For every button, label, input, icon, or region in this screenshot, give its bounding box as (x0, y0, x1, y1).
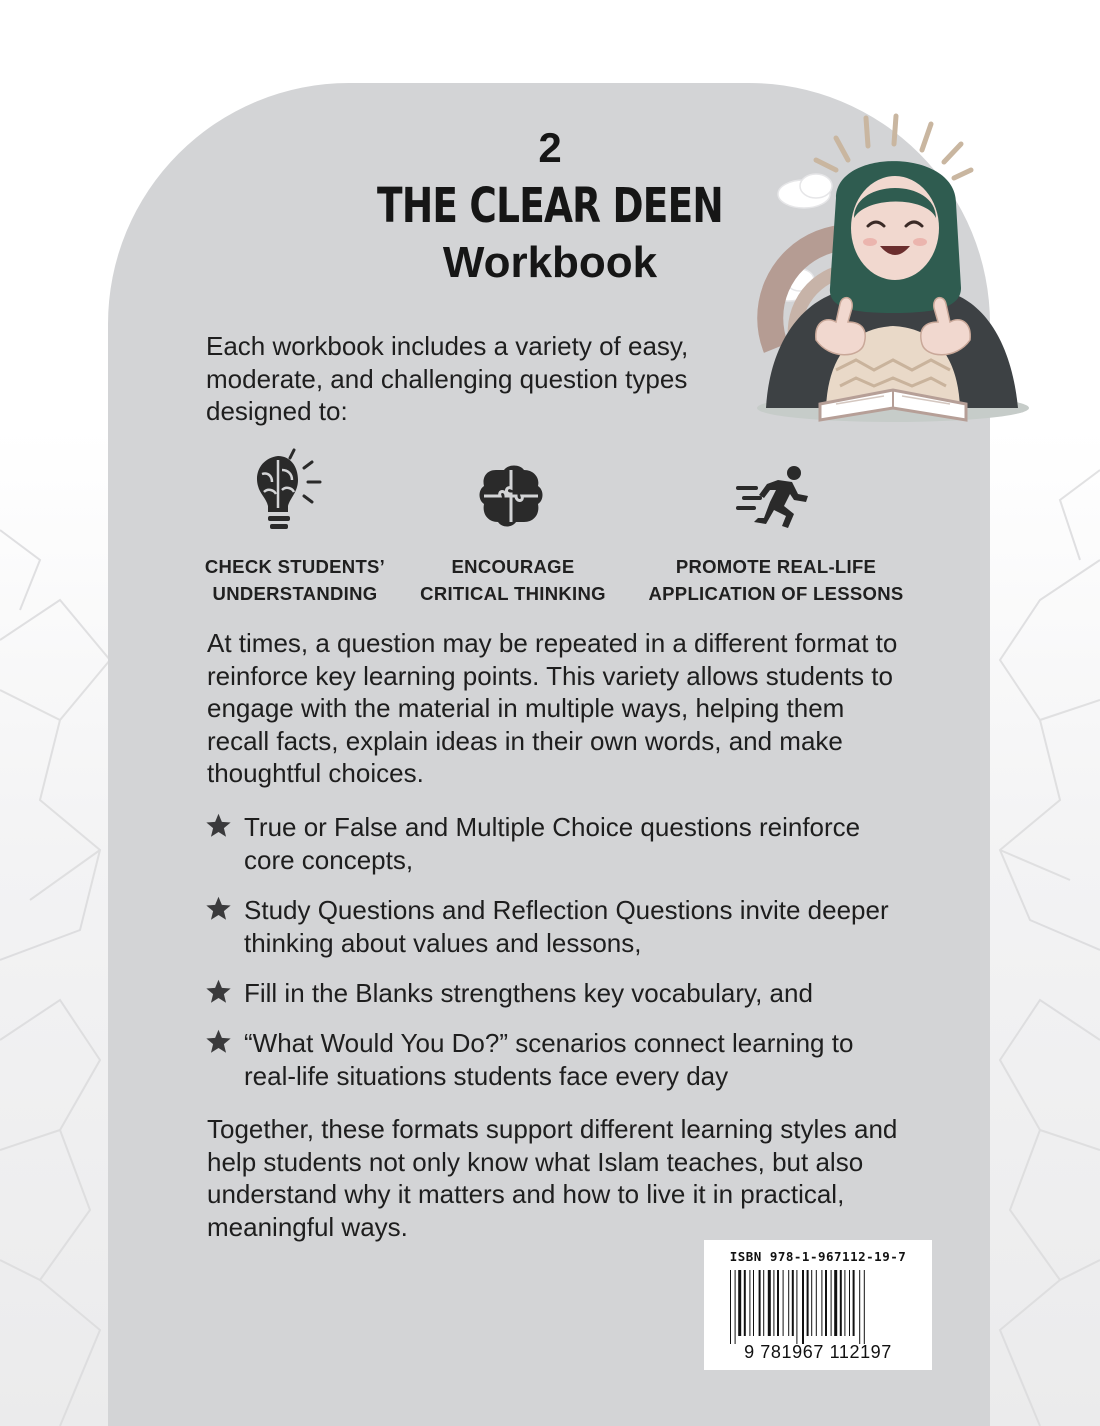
star-icon (205, 1028, 232, 1055)
isbn-barcode (704, 1240, 932, 1370)
star-icon (205, 812, 232, 839)
volume-number: 2 (538, 124, 562, 171)
list-item: “What Would You Do?” scenarios connect learning to real-life situations students face every day (205, 1027, 905, 1092)
book-subtitle: Workbook (442, 238, 658, 287)
list-item: Fill in the Blanks strengthens key vocabulary, and (205, 977, 905, 1010)
list-item: True or False and Multiple Choice questions reinforce core concepts, (205, 811, 905, 876)
star-icon (205, 978, 232, 1005)
star-icon (205, 895, 232, 922)
isbn-label: ISBN 978-1-967112-19-7 (729, 1249, 907, 1264)
goal-caption-understanding: CHECK STUDENTS’ UNDERSTANDING (204, 556, 386, 604)
format-paragraph: At times, a question may be repeated in a different format to reinforce key learning points. This variety allows students to engage with the material in multiple ways, helping them recall facts, explain ideas in their own words, and make thoughtful choices. (207, 628, 898, 788)
list-item: Study Questions and Reflection Questions invite deeper thinking about values and lessons, (205, 894, 905, 959)
intro-paragraph: Each workbook includes a variety of easy, moderate, and challenging question types designed to: (206, 331, 689, 426)
barcode-bars (730, 1270, 906, 1344)
closing-paragraph: Together, these formats support different learning styles and help students not only know what Islam teaches, but also understand why it matters and how to live it in practical, meaningful ways. (207, 1114, 898, 1242)
lightbulb-brain-icon (248, 446, 324, 536)
barcode-number: 9 781967 112197 (744, 1342, 892, 1362)
puzzle-brain-icon (478, 464, 544, 530)
goal-caption-real-life: PROMOTE REAL-LIFE APPLICATION OF LESSONS (648, 556, 904, 604)
goal-caption-critical-thinking: ENCOURAGE CRITICAL THINKING (420, 556, 606, 604)
series-title: THE CLEAR DEEN (377, 178, 723, 234)
running-person-icon (734, 464, 814, 530)
girl-thumbs-up-illustration (756, 108, 1031, 428)
